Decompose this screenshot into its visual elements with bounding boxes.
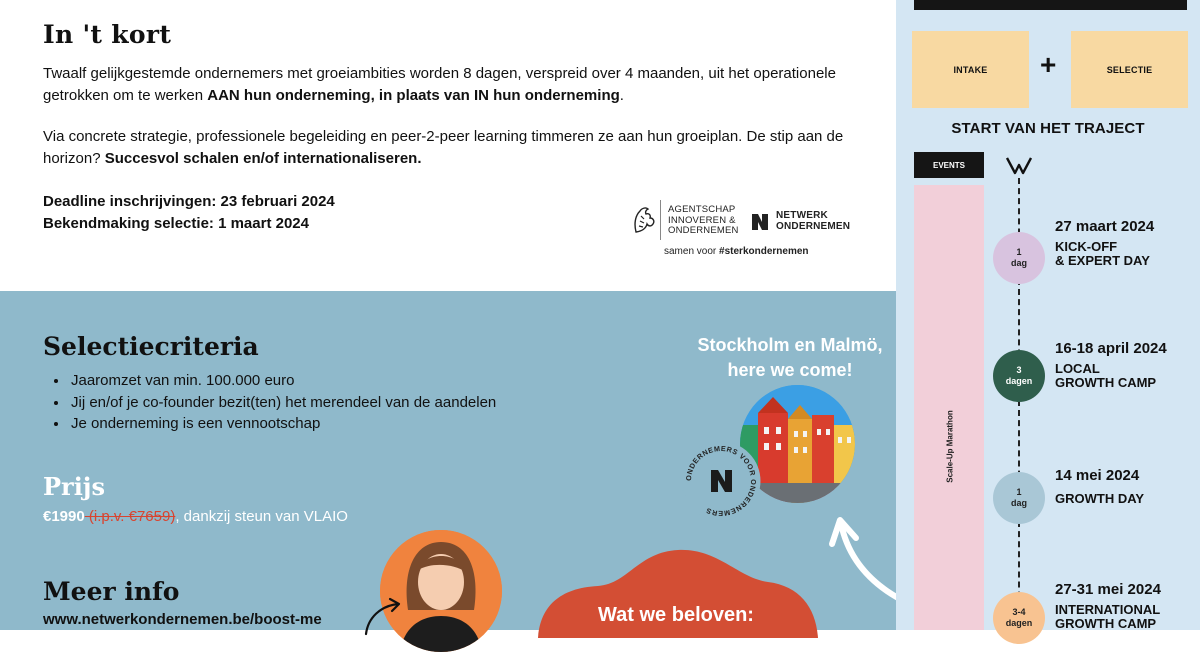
samen-hashtag: #sterkondernemen	[719, 246, 809, 257]
netwerk-logo-text	[776, 211, 850, 232]
agentschap-logo-text	[668, 205, 739, 237]
scaleup-label: Scale-Up Marathon	[945, 410, 955, 483]
event-1-name-line-1: KICK-OFF	[1055, 239, 1118, 254]
event-2-name-line-2: GROWTH CAMP	[1055, 375, 1157, 390]
intro-p2-text: Via concrete strategie, professionele begeleiding en peer-2-peer learning timmeren ze aan hun groeiplan. De stip aan de horizon?	[43, 128, 844, 167]
event-3-num: 1	[1016, 487, 1022, 497]
logo-divider	[660, 200, 661, 240]
deadline-text: Deadline inschrijvingen: 23 februari 2024	[43, 193, 335, 210]
samen-text: samen voor	[664, 246, 720, 257]
event-4-name-line-2: GROWTH CAMP	[1055, 616, 1157, 631]
event-1-name	[1055, 240, 1150, 268]
event-3-dot	[993, 472, 1045, 524]
traject-top-bar	[914, 0, 1187, 10]
event-3-date: 14 mei 2024	[1055, 467, 1140, 484]
ondernemers-badge	[680, 440, 762, 522]
agentschap-line-1: AGENTSCHAP	[668, 204, 736, 215]
criteria-item: • Jaaromzet van min. 100.000 euro	[69, 370, 496, 392]
event-4-dot	[993, 592, 1045, 644]
start-traject-title: START VAN HET TRAJECT	[951, 120, 1145, 137]
intro-p1-text: Twaalf gelijkgestemde ondernemers met groeiambities worden 8 dagen, verspreid over 4 maanden, uit het operationele getrokken om te werken	[43, 65, 836, 104]
price-note: , dankzij steun van VLAIO	[175, 508, 348, 525]
selectie-box: SELECTIE	[1071, 31, 1188, 108]
event-2-dot	[993, 350, 1045, 402]
event-4-num: 3-4	[1012, 607, 1026, 617]
bekendmaking-text: Bekendmaking selectie: 1 maart 2024	[43, 214, 309, 232]
plus-sign: +	[1040, 49, 1057, 80]
event-1-date: 27 maart 2024	[1055, 218, 1155, 235]
netwerk-line-1: NETWERK	[776, 210, 828, 221]
event-4-name-line-1: INTERNATIONAL	[1055, 602, 1161, 617]
intro-paragraph-2	[43, 126, 873, 169]
stockholm-line-1: Stockholm en Malmö,	[697, 335, 883, 355]
badge-ring-text: ONDERNEMERS VOOR ONDERNEMERS	[683, 443, 759, 519]
events-label: EVENTS	[914, 152, 984, 178]
belofte-heading: Wat we beloven:	[598, 604, 754, 626]
price-old: (i.p.v. €7659)	[84, 508, 176, 525]
price-value: €1990	[43, 508, 85, 525]
event-3-name-line-1: GROWTH DAY	[1055, 491, 1145, 506]
agentschap-line-2: INNOVEREN &	[668, 214, 736, 226]
intro-p1-bold: AAN hun onderneming, in plaats van IN hun onderneming	[207, 86, 620, 104]
event-2-name-line-1: LOCAL	[1055, 361, 1100, 376]
event-2-name	[1055, 362, 1156, 390]
partner-logos	[632, 200, 862, 262]
meer-info-title: Meer info	[43, 577, 180, 606]
netwerk-ondernemen-icon	[750, 212, 770, 232]
criteria-title: Selectiecriteria	[43, 332, 259, 361]
event-1-name-line-2: & EXPERT DAY	[1055, 253, 1150, 268]
intro-p2-bold: Succesvol schalen en/of internationaliseren.	[104, 149, 422, 167]
criteria-item: • Jij en/of je co-founder bezit(ten) het merendeel van de aandelen	[69, 392, 496, 414]
intro-title: In 't kort	[43, 20, 172, 49]
criteria-list	[43, 370, 496, 435]
event-3-name	[1055, 492, 1144, 506]
event-1-num: 1	[1016, 247, 1022, 257]
criteria-item: • Je onderneming is een vennootschap	[69, 413, 496, 435]
agentschap-line-3: ONDERNEMEN	[668, 225, 739, 236]
meer-info-link[interactable]: www.netwerkondernemen.be/boost-me	[43, 611, 322, 628]
badge-ring-icon	[680, 440, 762, 522]
event-1-dot	[993, 232, 1045, 284]
event-4-name	[1055, 603, 1160, 631]
double-chevron-down-icon	[1006, 157, 1032, 175]
prijs-line	[43, 508, 348, 525]
event-4-unit: dagen	[1005, 618, 1033, 628]
prijs-title: Prijs	[43, 472, 106, 501]
samen-tagline	[664, 246, 809, 257]
intake-box: INTAKE	[912, 31, 1029, 108]
event-2-unit: dagen	[1005, 376, 1033, 386]
event-1-unit: dag	[1010, 258, 1027, 268]
event-4-date: 27-31 mei 2024	[1055, 581, 1161, 598]
intro-paragraph-1	[43, 63, 843, 106]
deadlines	[43, 191, 335, 234]
event-2-date: 16-18 april 2024	[1055, 340, 1167, 357]
flemish-lion-icon	[632, 204, 658, 234]
netwerk-line-2: ONDERNEMEN	[776, 220, 851, 232]
hand-drawn-arrow-icon	[360, 596, 406, 636]
stockholm-heading	[672, 333, 908, 383]
event-3-unit: dag	[1010, 498, 1027, 508]
event-2-num: 3	[1016, 365, 1022, 375]
stockholm-line-2: here we come!	[727, 360, 853, 380]
intro-p1-end: .	[619, 86, 624, 104]
